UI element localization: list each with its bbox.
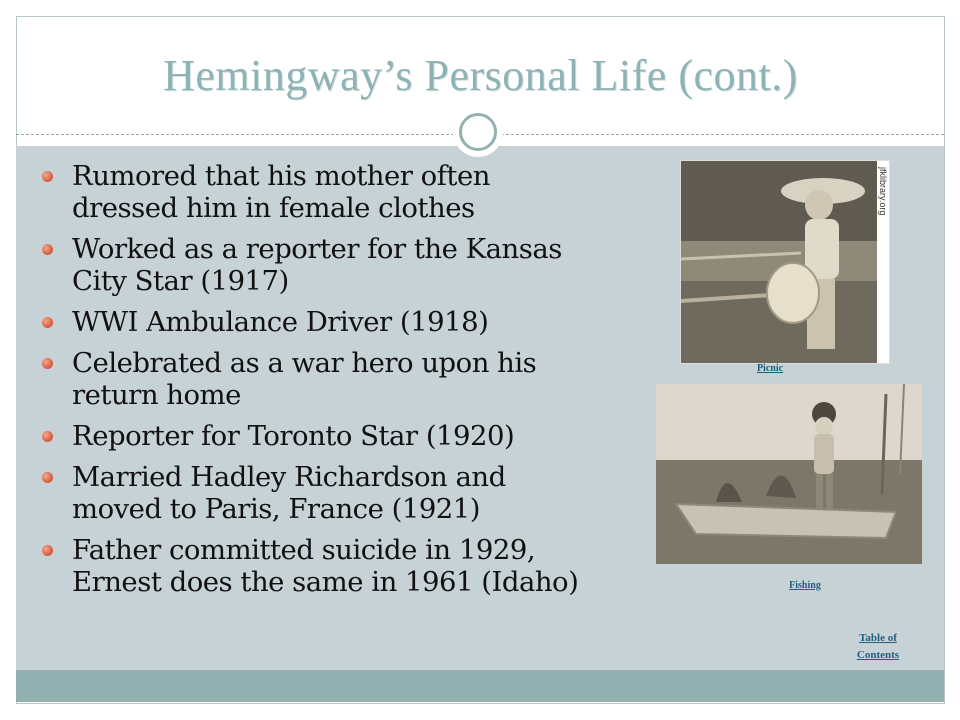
bullet-item: Married Hadley Richardson and moved to Paris, France (1921) (42, 461, 642, 525)
bullet-item: Father committed suicide in 1929, Ernest does the same in 1961 (Idaho) (42, 534, 642, 598)
circle-ornament-ring (459, 113, 497, 151)
picnic-photo-image (681, 161, 889, 363)
bullet-item: Reporter for Toronto Star (1920) (42, 420, 642, 452)
bullet-icon (42, 431, 53, 442)
bullet-icon (42, 317, 53, 328)
bullet-icon (42, 171, 53, 182)
fishing-caption-link[interactable]: Fishing (789, 580, 821, 591)
bullet-item: Rumored that his mother often dressed him in female clothes (42, 160, 642, 224)
footer-bar (16, 670, 944, 702)
bullet-list (42, 160, 642, 607)
fishing-photo[interactable] (656, 384, 922, 564)
fishing-photo-image (656, 384, 922, 564)
bullet-icon (42, 358, 53, 369)
bullet-icon (42, 545, 53, 556)
picnic-caption-link[interactable]: Picnic (756, 363, 784, 374)
picnic-photo[interactable] (680, 160, 890, 364)
picnic-watermark: jfklibrary.org (878, 167, 888, 216)
table-of-contents-link[interactable]: Table of Contents (856, 632, 900, 661)
bullet-icon (42, 244, 53, 255)
bullet-item: Worked as a reporter for the Kansas City Star (1917) (42, 233, 642, 297)
bullet-item: Celebrated as a war hero upon his return home (42, 347, 642, 411)
slide-title: Hemingway’s Personal Life (cont.) (163, 51, 798, 100)
bullet-icon (42, 472, 53, 483)
bullet-item: WWI Ambulance Driver (1918) (42, 306, 642, 338)
